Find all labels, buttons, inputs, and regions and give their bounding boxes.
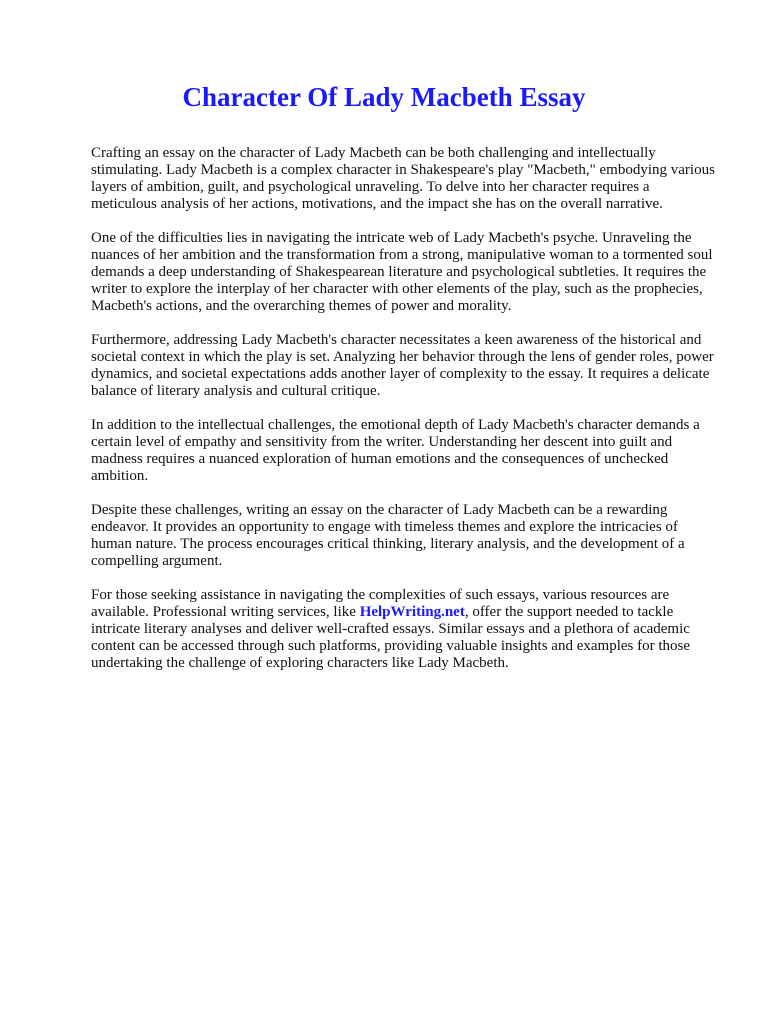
paragraph-4: In addition to the intellectual challenges, the emotional depth of Lady Macbeth's character demands a certain level of empathy and sensitivity from the writer. Understanding her descent into guilt and madness requires a nuanced exploration of human emotions and the consequences of unchecked ambition. xyxy=(91,417,700,484)
paragraph-6-text-before-link: For those seeking assistance in navigating the complexities of such essays, various resources are available. Professional writing services, like xyxy=(91,587,670,620)
helpwriting-link[interactable]: HelpWriting.net xyxy=(359,604,465,620)
paragraph-1: Crafting an essay on the character of Lady Macbeth can be both challenging and intellectually stimulating. Lady Macbeth is a complex character in Shakespeare's play "Macbeth," embodying various layers of ambition, guilt, and psychological unraveling. To delve into her character requires a meticulous analysis of her actions, motivations, and the impact she has on the overall narrative. xyxy=(91,145,715,212)
paragraph-3: Furthermore, addressing Lady Macbeth's character necessitates a keen awareness of the historical and societal context in which the play is set. Analyzing her behavior through the lens of gender roles, power dynamics, and societal expectations adds another layer of complexity to the essay. It requires a delicate balance of literary analysis and cultural critique. xyxy=(91,332,714,399)
paragraph-6 xyxy=(91,587,716,672)
paragraph-5: Despite these challenges, writing an essay on the character of Lady Macbeth can be a rewarding endeavor. It provides an opportunity to engage with timeless themes and explore the intricacies of human nature. The process encourages critical thinking, literary analysis, and the development of a compelling argument. xyxy=(91,502,685,569)
paragraph-2: One of the difficulties lies in navigating the intricate web of Lady Macbeth's psyche. Unraveling the nuances of her ambition and the transformation from a strong, manipulative woman to a tormented soul demands a deep understanding of Shakespearean literature and psychological subtleties. It requires the writer to explore the interplay of her character with other elements of the play, such as the prophecies, Macbeth's actions, and the overarching themes of power and morality. xyxy=(91,230,713,314)
paragraph-6-text-after-link: , offer the support needed to tackle intricate literary analyses and deliver well-crafted essays. Similar essays and a plethora of academic content can be accessed through such platforms, providing valuable insights and examples for those undertaking the challenge of exploring characters like Lady Macbeth. xyxy=(91,604,691,671)
essay-title: Character Of Lady Macbeth Essay xyxy=(182,82,586,112)
essay-body xyxy=(91,145,716,689)
